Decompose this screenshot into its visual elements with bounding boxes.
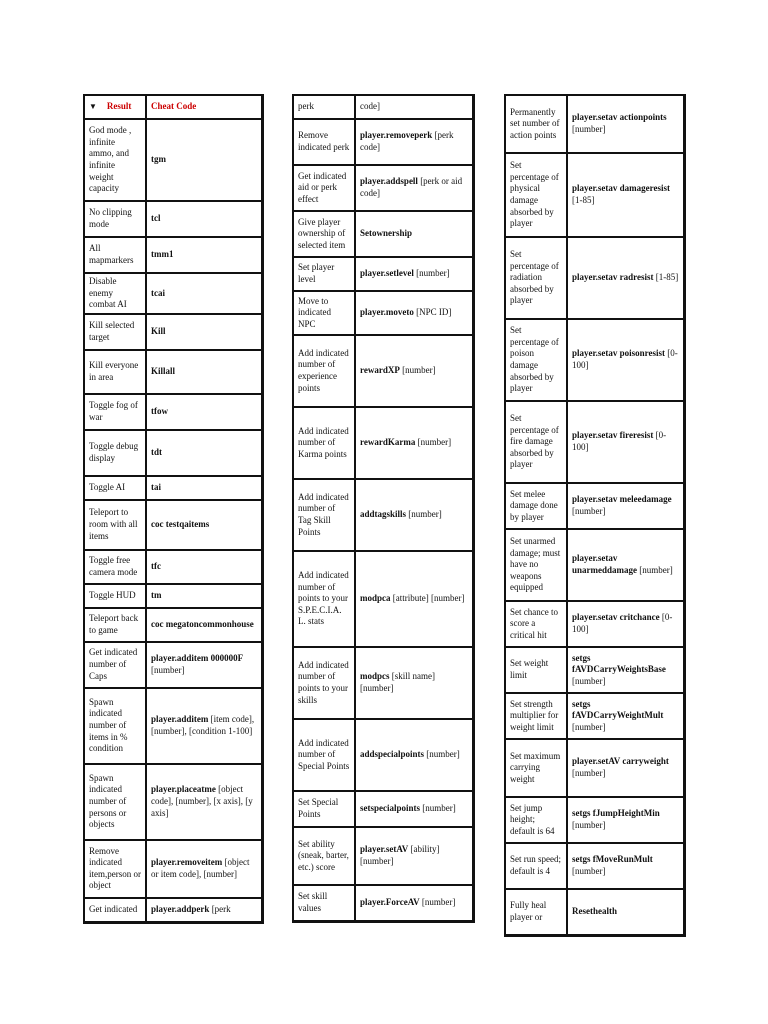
table-row [84,430,262,476]
cheat-code-cell [567,797,684,843]
result-cell: Add indicated number of points to your S.P.E.C.I.A. L. stats [293,551,355,647]
table-row [84,550,262,584]
result-cell: Set unarmed damage; must have no weapons equipped [505,529,567,601]
cheat-command: player.addspell [360,176,418,187]
cheat-command: coc megatoncommonhouse [151,618,254,629]
result-cell: Disable enemy combat AI [84,273,146,314]
table-row [293,257,473,291]
cheat-command: setspecialpoints [360,803,421,814]
result-cell: Spawn indicated number of items in % condition [84,688,146,764]
cheat-code-cell [146,476,262,500]
cheat-command: player.removeperk [360,130,433,141]
cheat-arguments: [attribute] [number] [390,593,465,604]
table-row [505,739,684,797]
table-row [505,843,684,889]
table-row [293,719,473,791]
table-row [505,529,684,601]
cheat-arguments: [number] [151,664,185,675]
cheat-arguments: [number] [637,565,673,575]
cheat-command: Killall [151,365,176,376]
cheat-arguments: [0-100] [572,348,678,370]
cheat-code-cell [355,719,473,791]
cheat-arguments: [skill name] [number] [360,671,436,693]
table-row [293,827,473,885]
cheat-command: player.setAV [360,844,409,855]
cheat-table-column-1 [83,94,264,924]
result-cell: Give player ownership of selected item [293,211,355,257]
table-row [293,407,473,479]
cheat-code-cell [146,394,262,430]
result-cell: Add indicated number of points to your skills [293,647,355,719]
cheat-command: player.setav meleedamage [572,494,672,505]
result-cell: Add indicated number of Tag Skill Points [293,479,355,551]
table-row [293,211,473,257]
cheat-code-cell [567,401,684,483]
cheat-command: player.additem 000000F [151,653,244,664]
cheat-code-cell [146,273,262,314]
result-cell: Get indicated [84,898,146,922]
table-row [84,642,262,688]
cheat-arguments: [number] [572,675,606,686]
cheat-command: coc testqaitems [151,518,210,529]
cheat-command: player.setav unarmeddamage [572,553,637,575]
cheat-code-cell [567,843,684,889]
cheat-command: player.setav radresist [572,272,654,283]
result-cell: Move to indicated NPC [293,291,355,335]
result-cell: Get indicated number of Caps [84,642,146,688]
table-row [293,479,473,551]
table-row [84,584,262,608]
cheat-arguments: [number] [424,749,460,760]
cheat-command: player.placeatme [151,784,216,795]
cheat-code-cell [567,95,684,153]
result-cell: Set melee damage done by player [505,483,567,529]
cheat-code-cell [567,153,684,237]
result-cell: Set percentage of physical damage absorbed by player [505,153,567,237]
cheat-arguments: [number] [572,768,606,778]
table-row [84,898,262,922]
cheat-code-cell [146,314,262,350]
cheat-table-column-2 [292,94,475,923]
result-cell: Teleport back to game [84,608,146,642]
table-row [84,394,262,430]
cheat-arguments: [number] [420,803,456,814]
cheat-code-cell [567,237,684,319]
table-row [293,335,473,407]
cheat-arguments: [object or item code], [number] [151,857,250,879]
cheat-code-cell [355,291,473,335]
cheat-code-cell [146,840,262,898]
result-cell: No clipping mode [84,201,146,237]
table-row [505,797,684,843]
result-cell: Set run speed; default is 4 [505,843,567,889]
cheat-code-cell [146,764,262,840]
cheat-command: player.setav damageresist [572,183,670,194]
cheat-code-cell [355,827,473,885]
table-row [505,95,684,153]
cheat-command: tmm1 [151,249,174,260]
cheat-arguments: [number] [399,365,436,376]
cheat-code-cell [146,688,262,764]
header-result [84,95,146,119]
cheat-command: rewardKarma [360,437,416,448]
cheat-code-cell [146,500,262,550]
cheat-code-cell [146,119,262,201]
cheat-code-cell [146,237,262,273]
table-row [84,314,262,350]
result-cell: Add indicated number of experience points [293,335,355,407]
result-cell: Set percentage of fire damage absorbed by player [505,401,567,483]
result-cell: Teleport to room with all items [84,500,146,550]
table-row [505,601,684,647]
result-cell: Toggle free camera mode [84,550,146,584]
result-cell: Kill selected target [84,314,146,350]
cheat-code-cell [355,885,473,921]
cheat-command: player.additem [151,714,209,725]
cheat-command: tdt [151,446,162,457]
result-cell: Set skill values [293,885,355,921]
cheat-code-cell [567,739,684,797]
table-row [84,688,262,764]
table-row [505,153,684,237]
cheat-code-cell [355,119,473,165]
result-cell: Set percentage of radiation absorbed by player [505,237,567,319]
cheat-arguments: [number] [572,866,606,876]
cheat-code-cell [355,165,473,211]
result-cell: Set Special Points [293,791,355,827]
result-cell: Remove indicated item,person or object [84,840,146,898]
cheat-arguments: [number] [419,897,456,908]
result-cell: Set weight limit [505,647,567,693]
cheat-code-cell [567,483,684,529]
table-row [84,500,262,550]
cheat-command: tcai [151,287,165,298]
result-cell: God mode , infinite ammo, and infinite weight capacity [84,119,146,201]
cheat-arguments: [ability] [number] [360,844,440,866]
cheat-code-cell [355,407,473,479]
cheat-command: tai [151,481,161,492]
result-cell: Remove indicated perk [293,119,355,165]
table-row [84,273,262,314]
cheat-arguments: [number] [572,124,606,134]
cheat-command: Kill [151,325,166,336]
cheat-arguments: [number] [413,268,450,279]
cheat-code-cell [355,791,473,827]
cheat-command: player.setav actionpoints [572,112,667,123]
cheat-code-cell [146,550,262,584]
cheat-command: setgs fAVDCarryWeightsBase [572,652,666,675]
cheat-code-cell [567,601,684,647]
cheat-code-cell [146,608,262,642]
header-result-label: Result [106,101,132,112]
cheat-command: setgs fAVDCarryWeightMult [572,698,664,721]
cheat-code-cell [567,319,684,401]
cheat-arguments: [perk [209,903,231,914]
cheat-code-cell [146,584,262,608]
cheat-code-cell [355,95,473,119]
result-cell: Set ability (sneak, barter, etc.) score [293,827,355,885]
cheat-command: player.setlevel [360,268,414,279]
table-row [293,95,473,119]
table-row [84,237,262,273]
cheat-arguments: [number] [572,506,606,516]
cheat-command: modpca [360,593,391,604]
cheat-arguments: [1-85] [572,195,595,205]
cheat-arguments: code] [360,101,380,112]
result-cell: Add indicated number of Karma points [293,407,355,479]
table-row [505,889,684,935]
cheat-code-cell [567,647,684,693]
cheat-command: tfow [151,405,168,416]
result-cell: Fully heal player or [505,889,567,935]
table-row [84,119,262,201]
result-cell: Get indicated aid or perk effect [293,165,355,211]
cheat-command: player.removeitem [151,857,223,868]
table-row [84,764,262,840]
cheat-arguments: [perk or aid code] [360,176,463,198]
result-cell: Set strength multiplier for weight limit [505,693,567,739]
result-cell: Toggle debug display [84,430,146,476]
result-cell: Permanently set number of action points [505,95,567,153]
cheat-command: player.setAV carryweight [572,756,669,767]
table-row [293,119,473,165]
cheat-table-column-3 [504,94,686,937]
result-cell: Toggle fog of war [84,394,146,430]
cheat-command: tgm [151,154,166,165]
cheat-arguments: [number] [415,437,452,448]
table-row [84,476,262,500]
result-cell: Spawn indicated number of persons or objects [84,764,146,840]
table-row [505,647,684,693]
cheat-code-cell [146,350,262,394]
result-cell: Toggle AI [84,476,146,500]
cheat-command: tcl [151,213,161,224]
header-cheat-code: Cheat Code [146,95,262,119]
cheat-arguments: [item code], [number], [condition 1-100] [151,714,255,736]
cheat-command: player.setav critchance [572,612,660,623]
table-row [293,165,473,211]
cheat-code-cell [146,898,262,922]
cheat-arguments: [0-100] [572,612,673,634]
table-row [505,401,684,483]
cheat-command: player.setav fireresist [572,430,654,441]
cheat-arguments: [object code], [number], [x axis], [y axis] [151,784,253,818]
result-cell: Kill everyone in area [84,350,146,394]
cheat-code-cell [355,551,473,647]
cheat-code-cell [355,257,473,291]
cheat-code-cell [146,201,262,237]
table-row [505,483,684,529]
cheat-arguments: [number] [572,721,606,732]
cheat-command: tm [151,589,162,600]
cheat-command: player.ForceAV [360,897,420,908]
table-row [293,791,473,827]
table-row [84,350,262,394]
table-row [84,201,262,237]
cheat-arguments: [number] [406,509,442,520]
table-row [293,291,473,335]
result-cell: Set percentage of poison damage absorbed by player [505,319,567,401]
cheat-arguments: [NPC ID] [413,307,452,318]
result-cell: Set chance to score a critical hit [505,601,567,647]
table-row [293,885,473,921]
cheat-command: Resethealth [572,906,617,917]
cheat-arguments: [number] [572,820,606,830]
cheat-command: setgs fMoveRunMult [572,854,653,865]
result-cell: perk [293,95,355,119]
cheat-arguments: [1-85] [653,272,679,283]
result-cell: Toggle HUD [84,584,146,608]
cheat-command: addspecialpoints [360,749,425,760]
sort-arrow-icon: ▼ [89,102,97,112]
cheat-code-cell [567,889,684,935]
cheat-command: player.addperk [151,903,210,914]
cheat-command: player.moveto [360,307,414,318]
result-cell: Set maximum carrying weight [505,739,567,797]
cheat-command: modpcs [360,671,390,682]
cheat-command: addtagskills [360,509,407,520]
cheat-command: Setownership [360,228,413,239]
cheat-code-cell [355,335,473,407]
table-row [505,319,684,401]
result-cell: Set jump height; default is 64 [505,797,567,843]
cheat-command: setgs fJumpHeightMin [572,808,660,819]
table-row [293,551,473,647]
cheat-code-cell [355,647,473,719]
cheat-code-cell [146,430,262,476]
cheat-command: rewardXP [360,365,400,376]
table-row [84,840,262,898]
table-row [505,693,684,739]
cheat-command: player.setav poisonresist [572,348,666,359]
cheat-code-cell [355,479,473,551]
cheat-code-cell [355,211,473,257]
table-row [293,647,473,719]
cheat-code-cell [567,693,684,739]
result-cell: Set player level [293,257,355,291]
cheat-arguments: [perk code] [360,130,454,152]
cheat-code-cell [567,529,684,601]
table-row [505,237,684,319]
cheat-arguments: [0-100] [572,430,667,452]
cheat-command: tfc [151,560,161,571]
result-cell: Add indicated number of Special Points [293,719,355,791]
table-row [84,608,262,642]
cheat-code-cell [146,642,262,688]
result-cell: All mapmarkers [84,237,146,273]
